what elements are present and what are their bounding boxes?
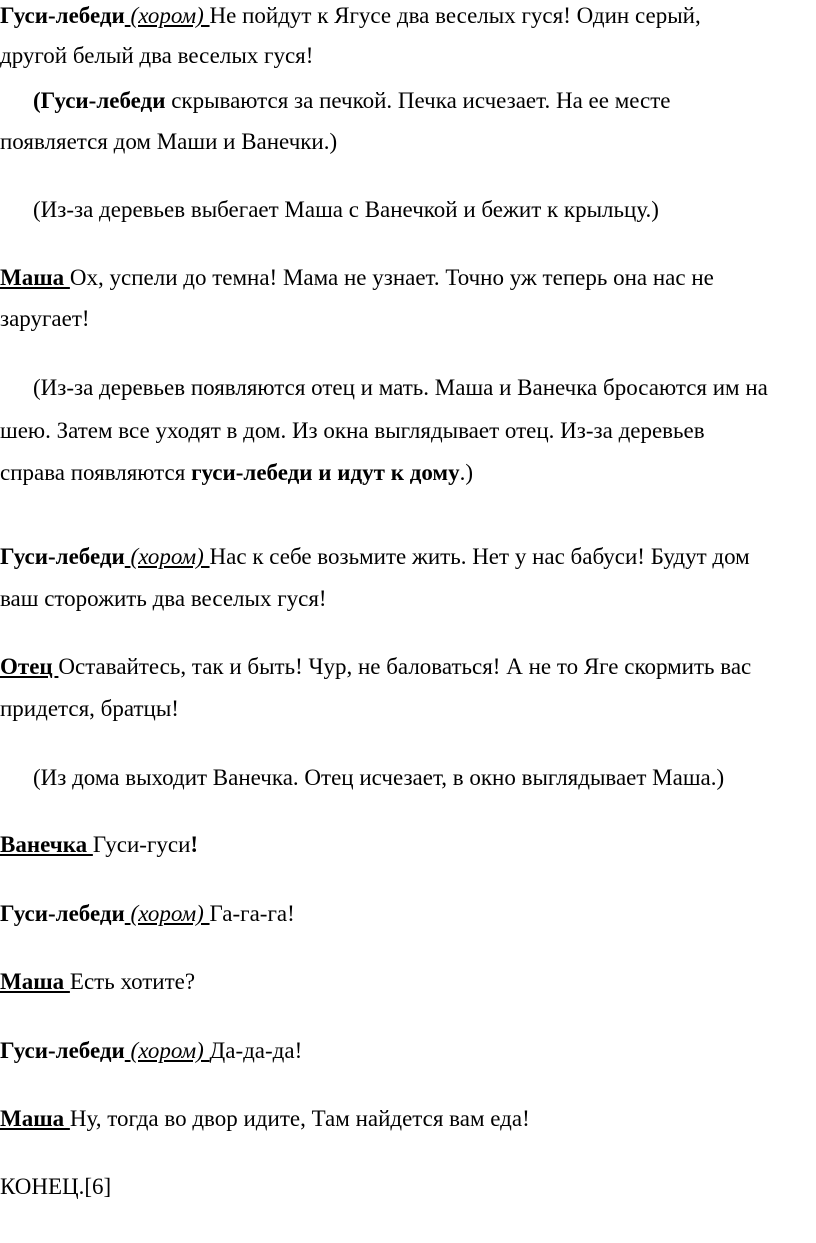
speech-line	[0, 263, 714, 293]
speech-text: другой белый два веселых гуся!	[0, 43, 314, 68]
stage-note: (хором)	[124, 901, 210, 926]
speech-text: Нас к себе возьмите жить. Нет у нас бабуси! Будут дом	[209, 544, 750, 569]
speech-text: Ну, тогда во двор идите, Там найдется вам еда!	[69, 1106, 530, 1131]
stage-direction-text	[0, 458, 473, 488]
exclamation: !	[190, 832, 199, 857]
stage-direction: (Из-за деревьев выбегает Маша с Ванечкой и бежит к крыльцу.)	[33, 197, 659, 222]
speech-line	[0, 1, 701, 31]
speaker-name: Гуси-лебеди	[0, 544, 125, 569]
speaker-name: Маша	[0, 1106, 70, 1131]
speaker-name: Гуси-лебеди	[0, 1038, 125, 1063]
speech-text: Гуси-гуси	[92, 832, 191, 857]
speech-text: заругает!	[0, 306, 90, 331]
speech-text: Есть хотите?	[69, 969, 196, 994]
ending-text: КОНЕЦ.[6]	[0, 1174, 112, 1199]
stage-direction-text: .)	[459, 460, 473, 485]
stage-direction-text: шею. Затем все уходят в дом. Из окна выглядывает отец. Из-за деревьев	[0, 418, 705, 443]
speaker-name: Маша	[0, 265, 70, 290]
stage-direction-text: появляется дом Маши и Ванечки.)	[0, 129, 338, 154]
speaker-name: Маша	[0, 969, 70, 994]
stage-direction: (Из-за деревьев появляются отец и мать. Маша и Ванечка бросаются им на	[33, 375, 768, 400]
speech-line	[0, 542, 750, 572]
paren-open: (	[33, 88, 41, 113]
speaker-name: Ванечка	[0, 832, 93, 857]
stage-direction	[33, 86, 671, 116]
speech-text: Га-га-га!	[209, 901, 295, 926]
speech-text: Не пойдут к Ягусе два веселых гуся! Один серый,	[209, 3, 701, 28]
stage-direction-text: справа появляются	[0, 460, 192, 485]
speech-line	[0, 967, 195, 997]
speaker-name: Гуси-лебеди	[0, 901, 125, 926]
stage-note: (хором)	[124, 1038, 210, 1063]
speech-text: Оставайтесь, так и быть! Чур, не баловаться! А не то Яге скормить вас	[58, 654, 752, 679]
speech-text: Ох, успели до темна! Мама не узнает. Точно уж теперь она нас не	[69, 265, 714, 290]
stage-direction: (Из дома выходит Ванечка. Отец исчезает, в окно выглядывает Маша.)	[33, 765, 725, 790]
stage-note: (хором)	[124, 544, 210, 569]
stage-direction-text: скрываются за печкой. Печка исчезает. На ее месте	[165, 88, 671, 113]
speech-line	[0, 899, 295, 929]
speech-line	[0, 652, 751, 682]
speech-line	[0, 1104, 530, 1134]
speaker-name: Гуси-лебеди	[0, 3, 125, 28]
stage-direction-bold: гуси-лебеди и идут к дому	[191, 460, 460, 485]
stage-direction-bold: Гуси-лебеди	[40, 88, 166, 113]
speech-line	[0, 830, 198, 860]
speech-text: ваш сторожить два веселых гуся!	[0, 586, 327, 611]
speech-line	[0, 1036, 302, 1066]
speaker-name: Отец	[0, 654, 59, 679]
speech-text: придется, братцы!	[0, 696, 179, 721]
speech-text: Да-да-да!	[209, 1038, 303, 1063]
stage-note: (хором)	[124, 3, 210, 28]
